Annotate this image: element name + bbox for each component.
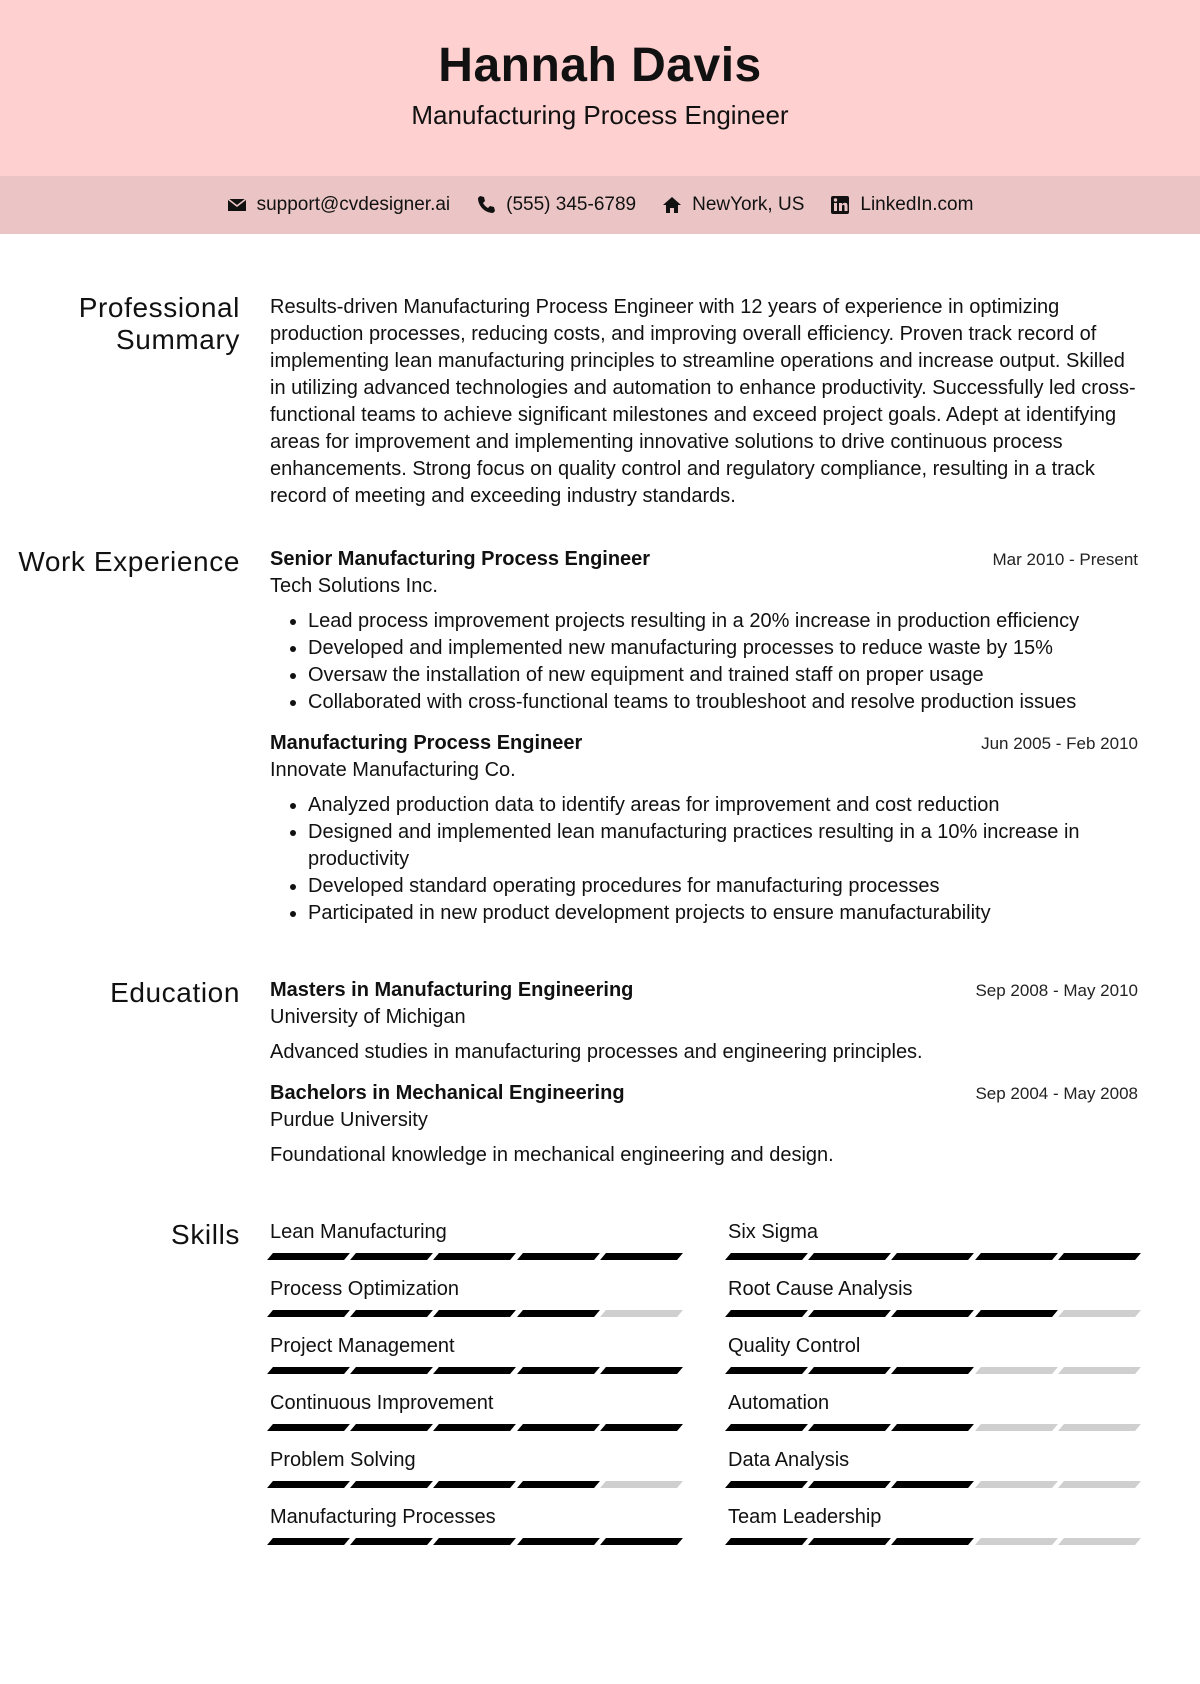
job-company: Innovate Manufacturing Co. <box>270 759 516 781</box>
experience-list <box>270 546 1138 941</box>
skill-item <box>270 1276 680 1333</box>
education-dates: Sep 2008 - May 2010 <box>975 981 1138 1000</box>
skill-level-bar <box>270 1424 680 1431</box>
skill-level-segment <box>350 1538 433 1545</box>
job-title: Senior Manufacturing Process Engineer <box>270 548 651 570</box>
job-bullet: • Developed and implemented new manufacturing processes to reduce waste by 15% <box>308 635 1138 662</box>
skill-level-segment <box>725 1424 808 1431</box>
skill-level-bar <box>270 1538 680 1545</box>
job-bullet: • Analyzed production data to identify areas for improvement and cost reduction <box>308 792 1138 819</box>
school-name: Purdue University <box>270 1109 428 1131</box>
job-header <box>270 730 1138 757</box>
skill-level-segment <box>267 1424 350 1431</box>
job-entry <box>270 730 1138 927</box>
contact-bar <box>0 176 1200 234</box>
skill-level-segment <box>975 1310 1058 1317</box>
home-icon <box>662 195 682 215</box>
contact-location <box>662 194 804 216</box>
skill-level-segment <box>891 1538 974 1545</box>
location-text: NewYork, US <box>692 194 805 215</box>
skill-level-bar <box>728 1424 1138 1431</box>
skill-level-segment <box>433 1481 516 1488</box>
skill-level-segment <box>1058 1481 1141 1488</box>
skill-level-segment <box>891 1310 974 1317</box>
phone-icon <box>476 195 496 215</box>
skill-level-segment <box>350 1310 433 1317</box>
experience-section <box>0 546 1138 941</box>
skill-name: Quality Control <box>728 1335 861 1357</box>
skill-level-bar <box>270 1253 680 1260</box>
skill-item <box>728 1390 1138 1447</box>
candidate-name: Hannah Davis <box>438 39 762 92</box>
skill-level-segment <box>350 1367 433 1374</box>
skill-item <box>270 1390 680 1447</box>
skill-level-segment <box>725 1538 808 1545</box>
job-bullet: • Lead process improvement projects resulting in a 20% increase in production efficiency <box>308 608 1138 635</box>
skill-level-segment <box>433 1424 516 1431</box>
skill-item <box>270 1504 680 1561</box>
education-dates: Sep 2004 - May 2008 <box>975 1084 1138 1103</box>
skills-section <box>0 1219 1138 1561</box>
skill-level-segment <box>267 1481 350 1488</box>
degree-title: Bachelors in Mechanical Engineering <box>270 1082 625 1104</box>
skill-level-bar <box>728 1310 1138 1317</box>
skill-level-bar <box>728 1538 1138 1545</box>
skill-level-segment <box>517 1481 600 1488</box>
skill-level-bar <box>270 1481 680 1488</box>
job-bullet: • Designed and implemented lean manufacturing practices resulting in a 10% increase in productivity <box>308 819 1138 873</box>
skill-level-segment <box>725 1253 808 1260</box>
skill-item <box>728 1276 1138 1333</box>
skills-heading: Skills <box>171 1219 240 1250</box>
skill-name: Team Leadership <box>728 1506 882 1528</box>
job-title: Manufacturing Process Engineer <box>270 732 583 754</box>
education-section <box>0 977 1138 1183</box>
job-bullet: • Collaborated with cross-functional teams to troubleshoot and resolve production issues <box>308 689 1138 716</box>
job-dates: Mar 2010 - Present <box>992 550 1138 569</box>
summary-section <box>0 292 1138 510</box>
skill-level-segment <box>600 1424 683 1431</box>
experience-heading: Work Experience <box>18 546 240 577</box>
linkedin-icon <box>830 195 850 215</box>
skill-level-bar <box>270 1310 680 1317</box>
envelope-icon <box>227 195 247 215</box>
skill-level-segment <box>517 1424 600 1431</box>
skill-level-bar <box>270 1367 680 1374</box>
skill-level-segment <box>517 1253 600 1260</box>
skill-level-segment <box>1058 1538 1141 1545</box>
education-entry <box>270 977 1138 1066</box>
skill-level-segment <box>891 1253 974 1260</box>
skill-name: Root Cause Analysis <box>728 1278 913 1300</box>
skill-level-segment <box>600 1367 683 1374</box>
skill-level-segment <box>600 1481 683 1488</box>
skill-level-segment <box>433 1538 516 1545</box>
resume-body <box>0 234 1200 1561</box>
job-dates: Jun 2005 - Feb 2010 <box>981 734 1138 753</box>
skill-level-segment <box>267 1310 350 1317</box>
contact-phone[interactable] <box>476 194 636 216</box>
skill-name: Automation <box>728 1392 830 1414</box>
skill-level-segment <box>1058 1253 1141 1260</box>
linkedin-text: LinkedIn.com <box>860 194 974 215</box>
skill-level-segment <box>891 1367 974 1374</box>
skill-level-segment <box>1058 1424 1141 1431</box>
skill-item <box>728 1219 1138 1276</box>
education-header <box>270 977 1138 1004</box>
summary-text: Results-driven Manufacturing Process Engineer with 12 years of experience in optimizing production processes, reducing costs, and improving overall efficiency. Proven track record of implementing lean manufacturing principles to streamline operations and increase output. Skilled in utilizing advanced technologies and automation to enhance productivity. Successfully led cross-functional teams to achieve significant milestones and exceed project goals. Adept at identifying areas for improvement and implementing innovative solutions to drive continuous process enhancements. Strong focus on quality control and regulatory compliance, resulting in a track record of meeting and exceeding industry standards. <box>270 296 1136 507</box>
email-text: support@cvdesigner.ai <box>256 194 451 215</box>
contact-linkedin[interactable] <box>830 194 973 216</box>
education-header <box>270 1080 1138 1107</box>
degree-title: Masters in Manufacturing Engineering <box>270 979 634 1001</box>
skill-level-segment <box>808 1424 891 1431</box>
job-bullet: • Participated in new product development projects to ensure manufacturability <box>308 900 1138 927</box>
skill-level-segment <box>517 1538 600 1545</box>
skill-level-segment <box>725 1310 808 1317</box>
skill-level-segment <box>600 1538 683 1545</box>
skill-item <box>270 1447 680 1504</box>
contact-email[interactable] <box>227 194 451 216</box>
skill-level-segment <box>891 1481 974 1488</box>
skill-item <box>728 1504 1138 1561</box>
skill-level-segment <box>975 1538 1058 1545</box>
skill-name: Manufacturing Processes <box>270 1506 496 1528</box>
job-bullet: • Oversaw the installation of new equipment and trained staff on proper usage <box>308 662 1138 689</box>
skill-level-segment <box>808 1367 891 1374</box>
skill-level-segment <box>600 1310 683 1317</box>
candidate-title: Manufacturing Process Engineer <box>411 100 789 130</box>
job-bullets <box>270 792 1138 927</box>
skill-level-segment <box>350 1481 433 1488</box>
skill-level-segment <box>975 1253 1058 1260</box>
skill-level-segment <box>975 1481 1058 1488</box>
skill-level-segment <box>267 1367 350 1374</box>
skill-level-segment <box>517 1367 600 1374</box>
job-bullet: • Developed standard operating procedures for manufacturing processes <box>308 873 1138 900</box>
skills-grid <box>270 1219 1138 1561</box>
skill-level-segment <box>808 1538 891 1545</box>
skill-name: Problem Solving <box>270 1449 416 1471</box>
skill-level-bar <box>728 1367 1138 1374</box>
skill-level-segment <box>433 1310 516 1317</box>
skill-level-segment <box>1058 1367 1141 1374</box>
education-heading: Education <box>110 977 240 1008</box>
skill-level-segment <box>808 1253 891 1260</box>
skill-level-segment <box>1058 1310 1141 1317</box>
summary-heading: Professional Summary <box>78 292 240 355</box>
skill-item <box>728 1447 1138 1504</box>
skill-level-segment <box>808 1481 891 1488</box>
job-header <box>270 546 1138 573</box>
skill-level-segment <box>891 1424 974 1431</box>
skill-level-segment <box>600 1253 683 1260</box>
skill-name: Lean Manufacturing <box>270 1221 447 1243</box>
education-description: Advanced studies in manufacturing processes and engineering principles. <box>270 1041 923 1063</box>
resume-header <box>0 0 1200 176</box>
skill-level-segment <box>267 1253 350 1260</box>
skill-level-segment <box>808 1310 891 1317</box>
skill-level-segment <box>517 1310 600 1317</box>
skill-level-segment <box>725 1367 808 1374</box>
job-bullets <box>270 608 1138 716</box>
skill-name: Data Analysis <box>728 1449 850 1471</box>
skill-level-segment <box>433 1367 516 1374</box>
skill-level-segment <box>267 1538 350 1545</box>
skill-level-segment <box>350 1253 433 1260</box>
skill-item <box>270 1219 680 1276</box>
job-company: Tech Solutions Inc. <box>270 575 438 597</box>
skill-level-segment <box>975 1424 1058 1431</box>
phone-text: (555) 345-6789 <box>506 194 637 215</box>
skill-name: Six Sigma <box>728 1221 819 1243</box>
job-entry <box>270 546 1138 716</box>
skill-level-segment <box>975 1367 1058 1374</box>
skill-name: Process Optimization <box>270 1278 459 1300</box>
skill-name: Project Management <box>270 1335 455 1357</box>
education-entry <box>270 1080 1138 1169</box>
education-list <box>270 977 1138 1183</box>
school-name: University of Michigan <box>270 1006 466 1028</box>
skill-level-segment <box>433 1253 516 1260</box>
skill-level-segment <box>350 1424 433 1431</box>
skill-item <box>728 1333 1138 1390</box>
skill-name: Continuous Improvement <box>270 1392 494 1414</box>
skill-item <box>270 1333 680 1390</box>
skill-level-bar <box>728 1481 1138 1488</box>
skill-level-segment <box>725 1481 808 1488</box>
skill-level-bar <box>728 1253 1138 1260</box>
education-description: Foundational knowledge in mechanical engineering and design. <box>270 1144 834 1166</box>
